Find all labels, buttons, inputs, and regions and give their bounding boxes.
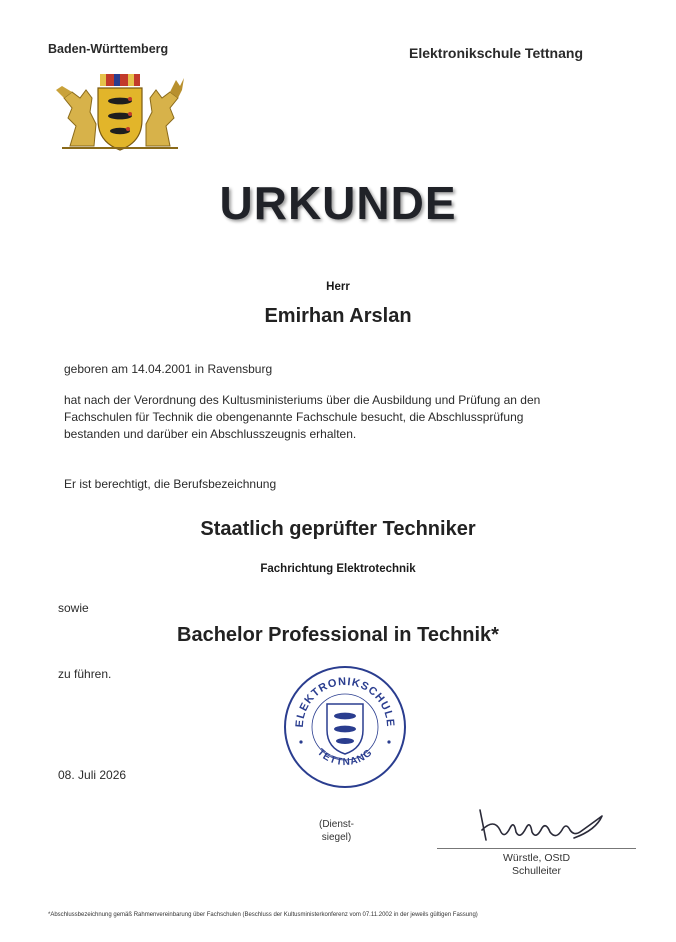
signer-name: Würstle, OStD xyxy=(502,852,571,864)
zu-fuehren-text: zu führen. xyxy=(58,667,112,681)
seal-top-text: ELEKTRONIKSCHULE xyxy=(293,675,397,728)
seal-bottom-text: TETTNANG xyxy=(314,746,376,769)
document-title: URKUNDE xyxy=(219,177,457,229)
official-seal-label xyxy=(319,818,354,844)
seal-label-line: (Dienst- xyxy=(319,819,355,830)
paragraph-line: Fachschulen für Technik die obengenannte Fachschule besucht, die Abschlussprüfung xyxy=(64,410,524,424)
birth-info: geboren am 14.04.2001 in Ravensburg xyxy=(64,362,273,376)
signature-icon xyxy=(470,800,610,850)
signer-block xyxy=(437,852,636,878)
certificate-paragraph xyxy=(64,392,644,443)
degree-title: Staatlich geprüfter Techniker xyxy=(200,518,476,540)
salutation: Herr xyxy=(326,281,350,293)
recipient-name: Emirhan Arslan xyxy=(264,305,412,327)
coat-of-arms-icon xyxy=(50,68,190,154)
footnote: *Abschlussbezeichnung gemäß Rahmenvereinbarung über Fachschulen (Beschluss der Kultusministerkonferenz vom 07.11.2002 in der jeweils gültigen Fassung) xyxy=(48,912,478,918)
state-label: Baden-Württemberg xyxy=(48,42,169,56)
sowie-text: sowie xyxy=(58,601,89,615)
signature-line xyxy=(437,848,636,849)
paragraph-line: hat nach der Verordnung des Kultusministeriums über die Ausbildung und Prüfung an den xyxy=(64,393,541,407)
issue-date: 08. Juli 2026 xyxy=(58,768,127,782)
seal-label-line: siegel) xyxy=(321,832,352,843)
specialty: Fachrichtung Elektrotechnik xyxy=(260,563,416,575)
paragraph-line: bestanden und darüber ein Abschlusszeugnis erhalten. xyxy=(64,427,357,441)
entitled-text: Er ist berechtigt, die Berufsbezeichnung xyxy=(64,477,277,491)
bachelor-title: Bachelor Professional in Technik* xyxy=(177,624,499,646)
official-seal-icon xyxy=(282,664,408,790)
signer-role: Schulleiter xyxy=(511,865,562,877)
school-name: Elektronikschule Tettnang xyxy=(409,45,583,61)
